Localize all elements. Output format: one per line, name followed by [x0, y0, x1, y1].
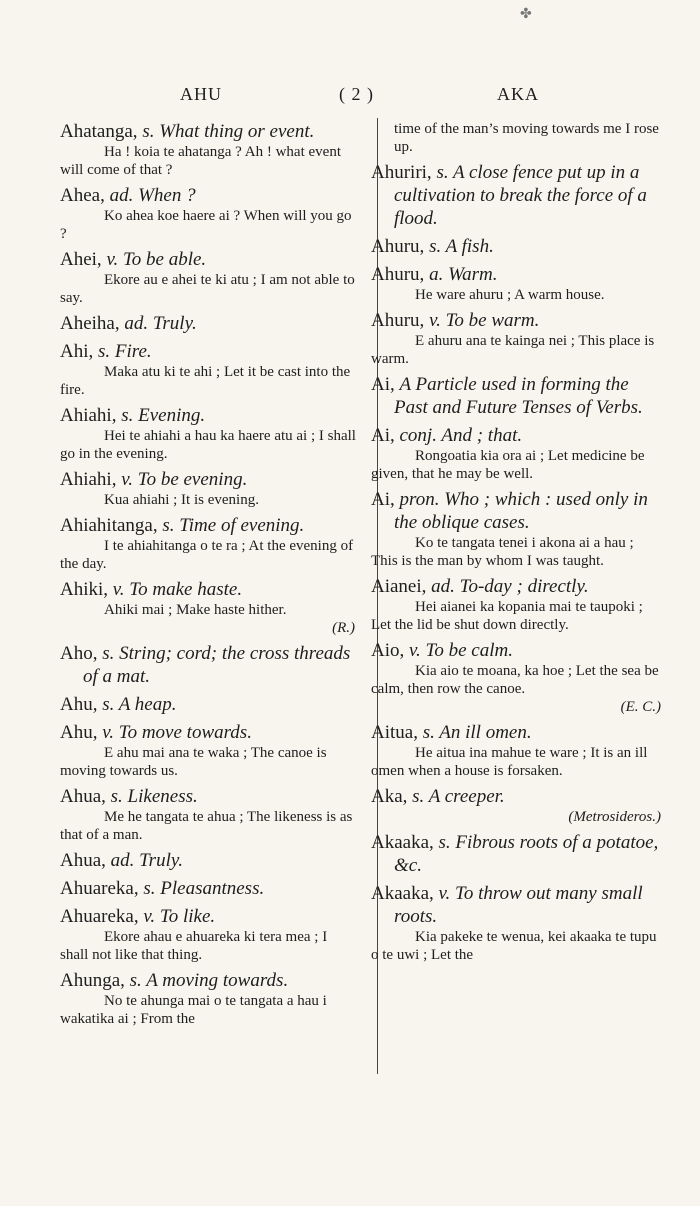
dictionary-entry [371, 309, 663, 368]
headword: Aho, [60, 643, 98, 664]
dictionary-entry [371, 831, 663, 877]
dictionary-entry [60, 248, 357, 307]
usage-example: No te ahunga mai o te tangata a hau i wakatika ai ; From the [60, 993, 327, 1027]
right-column [371, 120, 663, 969]
dictionary-entry [371, 161, 663, 230]
headword: Ahu, [60, 694, 98, 715]
entry-headline [60, 312, 357, 335]
definition: v. To throw out many small roots. [394, 883, 643, 927]
headword: Ahuareka, [60, 906, 139, 927]
headword: Ai, [371, 425, 395, 446]
entry-headline [60, 969, 357, 992]
definition: v. To be warm. [429, 310, 540, 331]
definition: s. An ill omen. [422, 722, 532, 743]
entry-headline [60, 404, 357, 427]
dictionary-entry [371, 882, 663, 964]
definition: conj. And ; that. [399, 425, 523, 446]
usage-example: Ko ahea koe haere ai ? When will you go ? [60, 208, 352, 242]
headword: Ahuriri, [371, 162, 432, 183]
entry-headline [60, 693, 357, 716]
definition: s. Fire. [98, 341, 152, 362]
dictionary-entry [60, 184, 357, 243]
entry-headline [371, 831, 663, 877]
headword: Akaaka, [371, 883, 434, 904]
headword: Ahu, [60, 722, 98, 743]
definition: s. Evening. [121, 405, 206, 426]
headword: Ai, [371, 489, 395, 510]
headword: Ahunga, [60, 970, 125, 991]
definition: s. Likeness. [110, 786, 198, 807]
headword: Ahua, [60, 786, 106, 807]
header-left-guide-word: AHU [180, 84, 222, 104]
entry-headline [60, 877, 357, 900]
definition: v. To move towards. [102, 722, 252, 743]
entry-headline [371, 882, 663, 928]
definition: ad. Truly. [110, 850, 183, 871]
usage-example: Kua ahiahi ; It is evening. [104, 492, 259, 508]
definition: v. To make haste. [112, 579, 243, 600]
headword: Ahiahi, [60, 405, 117, 426]
headword: Ahua, [60, 850, 106, 871]
usage-example: Hei te ahiahi a hau ka haere atu ai ; I shall go in the evening. [60, 428, 356, 462]
entry-headline [60, 184, 357, 207]
usage-example: E ahu mai ana te waka ; The canoe is moving towards us. [60, 745, 327, 779]
headword: Ahuru, [371, 310, 425, 331]
dictionary-entry [371, 488, 663, 570]
dictionary-entry [60, 120, 357, 179]
dictionary-entry [60, 578, 357, 637]
entry-headline [371, 424, 663, 447]
entry-headline [60, 721, 357, 744]
dictionary-entry [371, 235, 663, 258]
headword: Ahea, [60, 185, 105, 206]
usage-example: Rongoatia kia ora ai ; Let medicine be given, that he may be well. [371, 448, 645, 482]
dictionary-entry [60, 404, 357, 463]
entry-headline [371, 235, 663, 258]
dictionary-entry [60, 877, 357, 900]
definition: s. String; cord; the cross threads of a mat. [83, 643, 351, 687]
usage-example: Me he tangata te ahua ; The likeness is as that of a man. [60, 809, 353, 843]
definition: s. A moving towards. [129, 970, 289, 991]
dictionary-entry [60, 969, 357, 1028]
definition: v. To like. [143, 906, 216, 927]
definition: s. Pleasantness. [143, 878, 265, 899]
dictionary-entry [371, 373, 663, 419]
definition: ad. Truly. [124, 313, 197, 334]
usage-example: Hei aianei ka kopania mai te taupoki ; Let the lid be shut down directly. [371, 599, 643, 633]
usage-example: He ware ahuru ; A warm house. [415, 287, 605, 303]
headword: Ahiki, [60, 579, 109, 600]
headword: Ahuareka, [60, 878, 139, 899]
headword: Ahiahitanga, [60, 515, 158, 536]
left-column [60, 120, 357, 1033]
entry-headline [60, 340, 357, 363]
dictionary-entry [371, 721, 663, 780]
entry-headline [371, 488, 663, 534]
headword: Ai, [371, 374, 395, 395]
definition: a. Warm. [429, 264, 498, 285]
dictionary-entry [60, 312, 357, 335]
entry-spacer [60, 1028, 357, 1033]
entry-headline [60, 905, 357, 928]
definition: pron. Who ; which : used only in the oblique cases. [394, 489, 648, 533]
running-header [0, 84, 700, 108]
usage-example: I te ahiahitanga o te ra ; At the evening of the day. [60, 538, 354, 572]
entry-headline [60, 514, 357, 537]
entry-headline [60, 849, 357, 872]
headword: Aitua, [371, 722, 418, 743]
definition: s. A close fence put up in a cultivation to break the force of a flood. [394, 162, 647, 229]
definition: ad. When ? [109, 185, 196, 206]
dictionary-entry [60, 905, 357, 964]
entry-headline [371, 263, 663, 286]
dictionary-entry [371, 263, 663, 304]
definition: s. A fish. [429, 236, 494, 257]
definition: s. Time of evening. [162, 515, 305, 536]
dictionary-entry [371, 785, 663, 826]
dictionary-entry [371, 120, 663, 156]
usage-example: Kia aio te moana, ka hoe ; Let the sea be calm, then row the canoe. [371, 663, 659, 697]
usage-example: Ekore au e ahei te ki atu ; I am not able to say. [60, 272, 355, 306]
dictionary-entry [60, 642, 357, 688]
dictionary-entry [60, 721, 357, 780]
entry-headline [371, 161, 663, 230]
headword: Ahuru, [371, 264, 425, 285]
definition: v. To be able. [106, 249, 207, 270]
definition: s. A heap. [102, 694, 177, 715]
dictionary-entry [371, 424, 663, 483]
definition: A Particle used in forming the Past and Future Tenses of Verbs. [394, 374, 643, 418]
dictionary-entry [371, 639, 663, 716]
headword: Ahei, [60, 249, 102, 270]
dictionary-entry [60, 693, 357, 716]
continued-example: time of the man’s moving towards me I rose up. [394, 121, 659, 155]
usage-example: He aitua ina mahue te ware ; It is an ill omen when a house is forsaken. [371, 745, 648, 779]
source-reference: (E. C.) [620, 699, 661, 715]
definition: v. To be evening. [121, 469, 248, 490]
usage-example: Kia pakeke te wenua, kei akaaka te tupu o te uwi ; Let the [371, 929, 657, 963]
decorative-ornament: ✤ [520, 7, 532, 22]
entry-headline [60, 120, 357, 143]
entry-headline [371, 721, 663, 744]
dictionary-entry [60, 468, 357, 509]
entry-headline [60, 248, 357, 271]
entry-headline [60, 468, 357, 491]
headword: Ahuru, [371, 236, 425, 257]
source-reference: (Metrosideros.) [568, 809, 661, 825]
source-reference: (R.) [332, 620, 355, 636]
headword: Aianei, [371, 576, 427, 597]
usage-example: Maka atu ki te ahi ; Let it be cast into the fire. [60, 364, 351, 398]
page-number: ( 2 ) [339, 84, 374, 104]
entry-headline [60, 578, 357, 601]
usage-example: Ha ! koia te ahatanga ? Ah ! what event will come of that ? [60, 144, 341, 178]
headword: Aheiha, [60, 313, 120, 334]
usage-example: Ahiki mai ; Make haste hither. [104, 602, 287, 618]
headword: Ahatanga, [60, 121, 138, 142]
definition: ad. To-day ; directly. [431, 576, 589, 597]
headword: Ahi, [60, 341, 94, 362]
header-right-guide-word: AKA [497, 84, 539, 104]
usage-example: E ahuru ana te kainga nei ; This place is warm. [371, 333, 655, 367]
dictionary-entry [60, 849, 357, 872]
headword: Ahiahi, [60, 469, 117, 490]
entry-headline [60, 785, 357, 808]
dictionary-entry [60, 514, 357, 573]
headword: Aka, [371, 786, 408, 807]
entry-headline [60, 642, 357, 688]
dictionary-entry [60, 340, 357, 399]
entry-headline [371, 309, 663, 332]
usage-example: Ekore ahau e ahuareka ki tera mea ; I shall not like that thing. [60, 929, 328, 963]
headword: Aio, [371, 640, 405, 661]
dictionary-entry [371, 575, 663, 634]
entry-headline [371, 785, 663, 808]
definition: s. What thing or event. [142, 121, 315, 142]
headword: Akaaka, [371, 832, 434, 853]
dictionary-entry [60, 785, 357, 844]
usage-example: Ko te tangata tenei i akona ai a hau ; This is the man by whom I was taught. [371, 535, 634, 569]
entry-headline [371, 575, 663, 598]
definition: v. To be calm. [409, 640, 513, 661]
entry-spacer [371, 964, 663, 969]
entry-headline [371, 373, 663, 419]
definition: s. Fibrous roots of a potatoe, &c. [394, 832, 659, 876]
definition: s. A creeper. [412, 786, 505, 807]
entry-headline [371, 639, 663, 662]
